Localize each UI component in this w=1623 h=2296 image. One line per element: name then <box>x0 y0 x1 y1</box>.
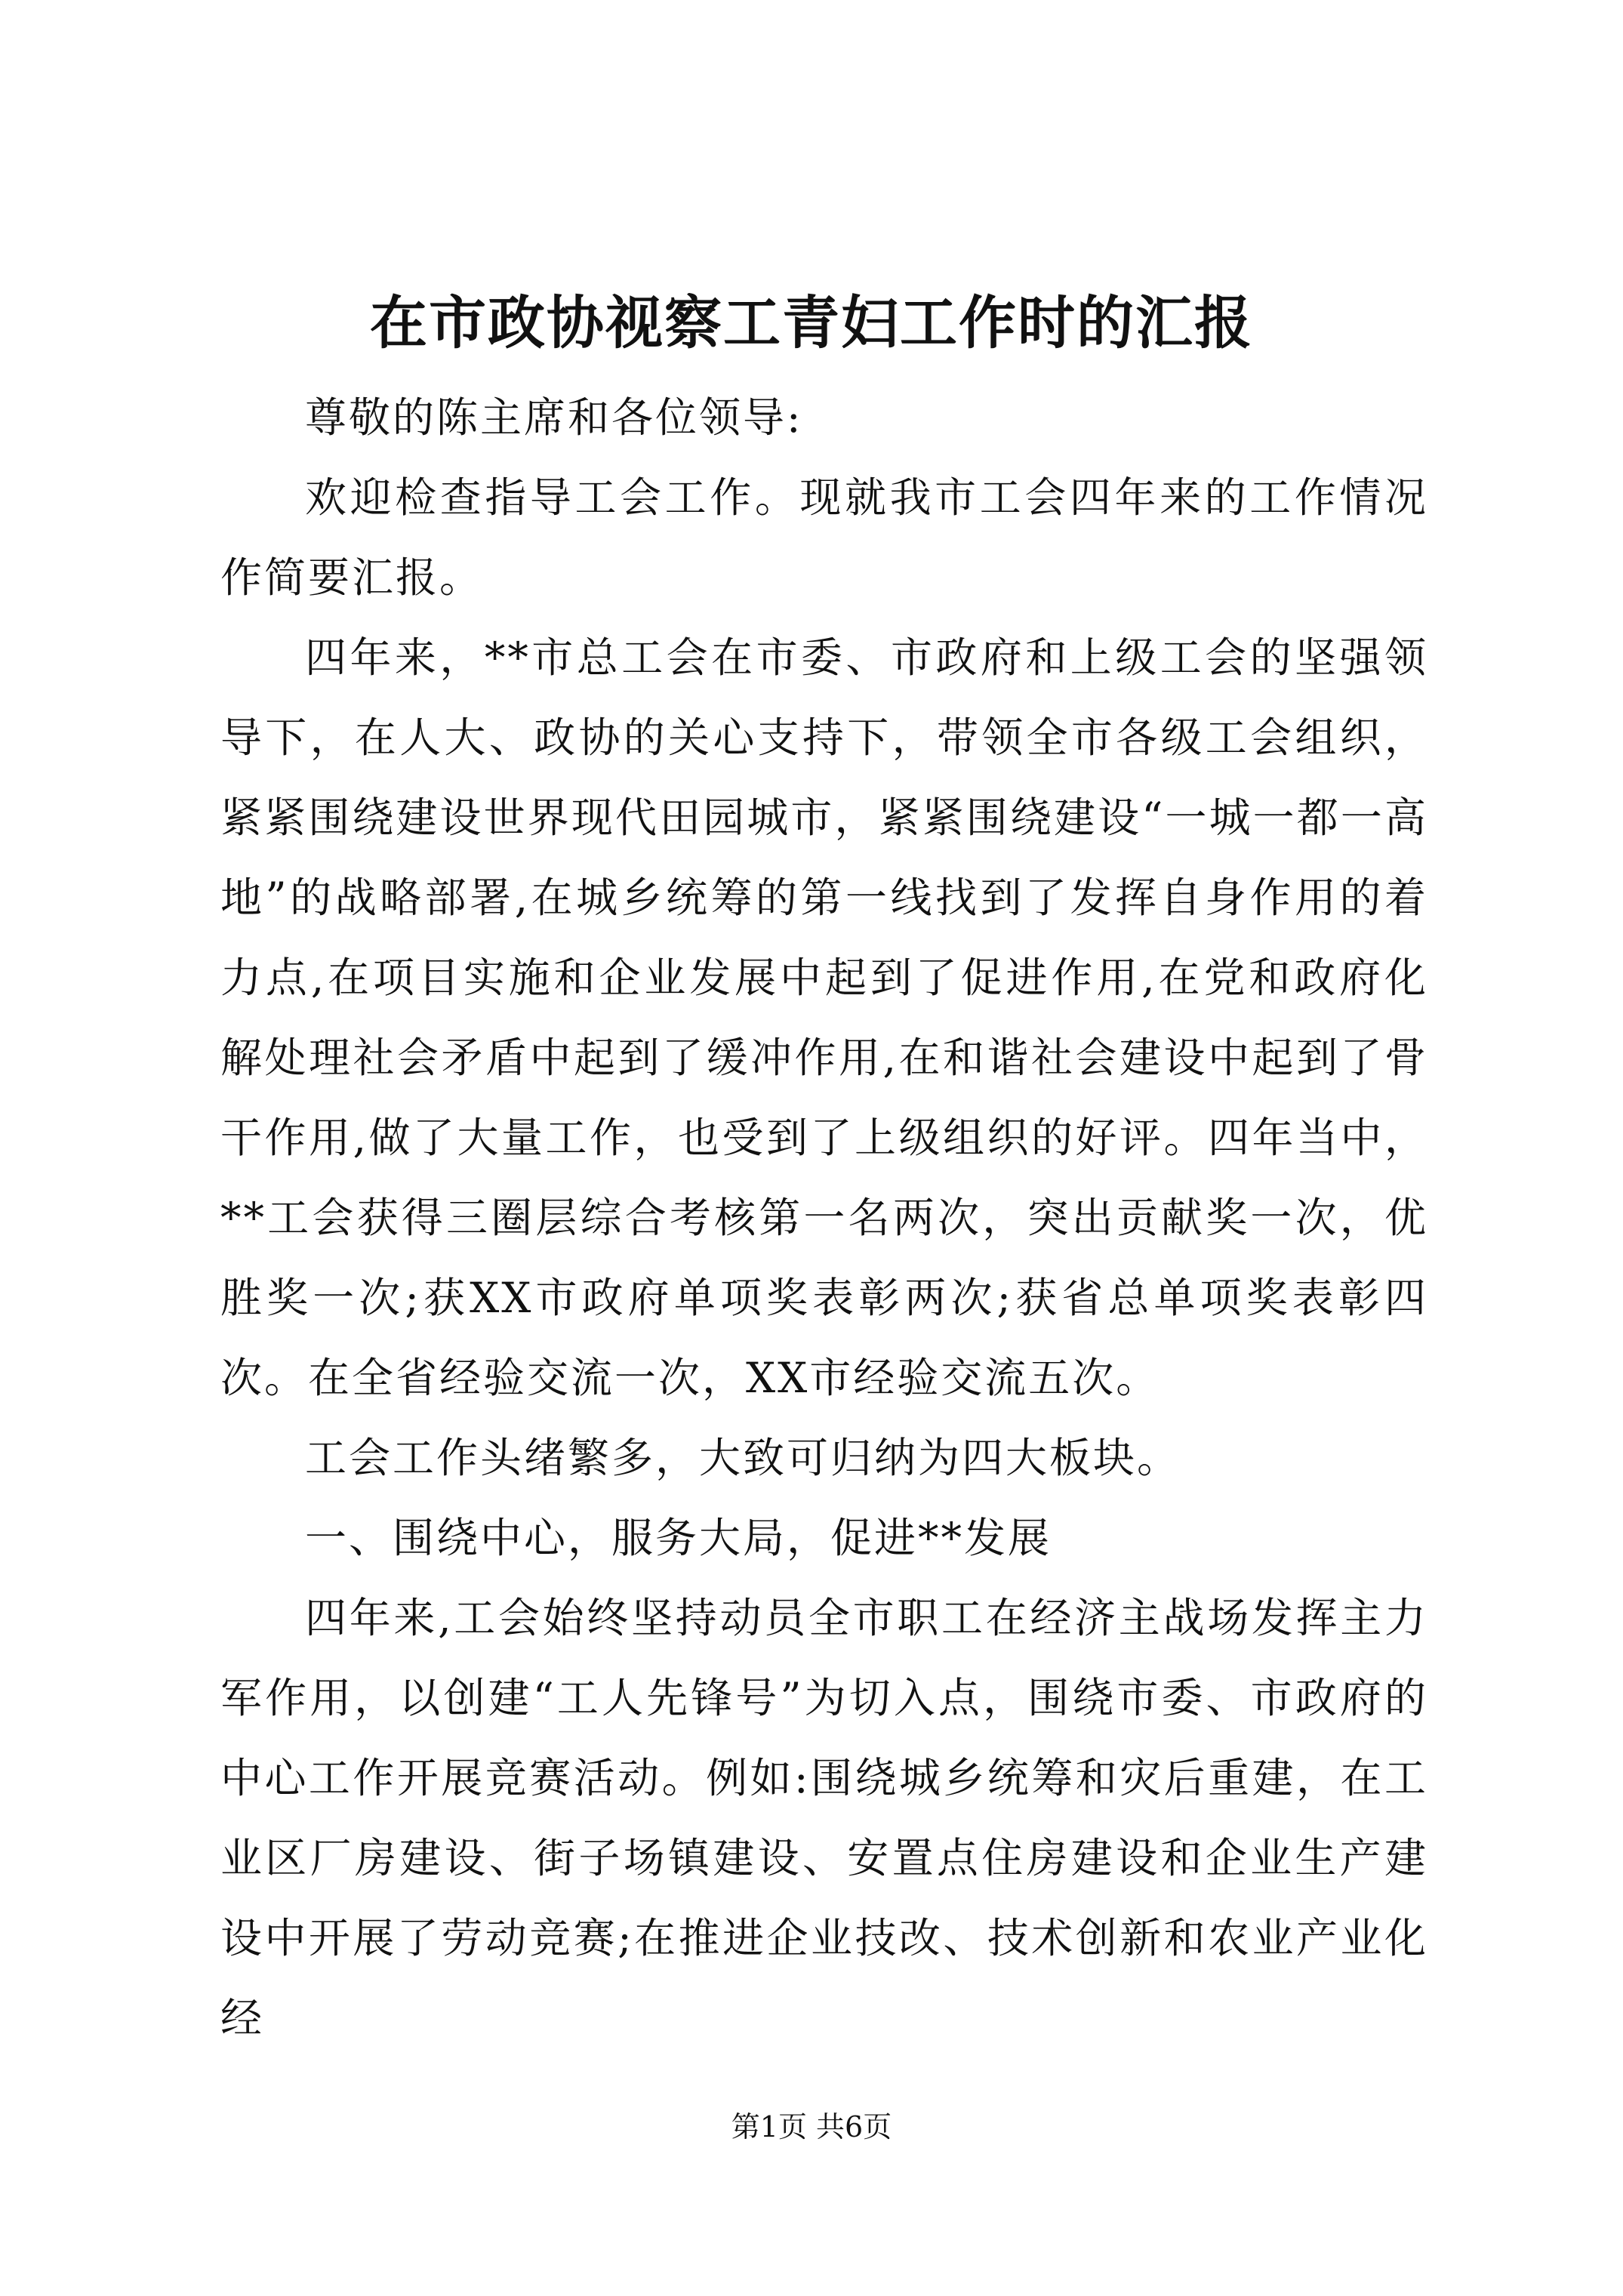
summary-paragraph: 四年来，**市总工会在市委、市政府和上级工会的坚强领导下，在人大、政协的关心支持下，带领全市各级工会组织，紧紧围绕建设世界现代田园城市，紧紧围绕建设“一城一都一高地”的战略部署,在城乡统筹的第一线找到了发挥自身作用的着力点,在项目实施和企业发展中起到了促进作用,在党和政府化解处理社会矛盾中起到了缓冲作用,在和谐社会建设中起到了骨干作用,做了大量工作，也受到了上级组织的好评。四年当中，**工会获得三圈层综合考核第一名两次，突出贡献奖一次，优胜奖一次;获XX市政府单项奖表彰两次;获省总单项奖表彰四次。在全省经验交流一次，XX市经验交流五次。 <box>220 633 1428 1402</box>
overview-paragraph: 工会工作头绪繁多，大致可归纳为四大板块。 <box>305 1434 1181 1482</box>
salutation-paragraph: 尊敬的陈主席和各位领导: <box>305 393 803 442</box>
page-footer: 第1页 共6页 <box>731 2110 892 2143</box>
intro-paragraph: 欢迎检查指导工会工作。现就我市工会四年来的工作情况作简要汇报。 <box>220 473 1428 602</box>
section-heading: 一、围绕中心，服务大局，促进**发展 <box>305 1514 1052 1562</box>
document-body <box>220 378 1428 2058</box>
section-body-paragraph: 四年来,工会始终坚持动员全市职工在经济主战场发挥主力军作用，以创建“工人先锋号”为切入点，围绕市委、市政府的中心工作开展竞赛活动。例如:围绕城乡统筹和灾后重建，在工业区厂房建设、街子场镇建设、安置点住房建设和企业生产建设中开展了劳动竞赛;在推进企业技改、技术创新和农业产业化经 <box>220 1594 1428 2042</box>
document-title: 在市政协视察工青妇工作时的汇报 <box>370 289 1253 356</box>
